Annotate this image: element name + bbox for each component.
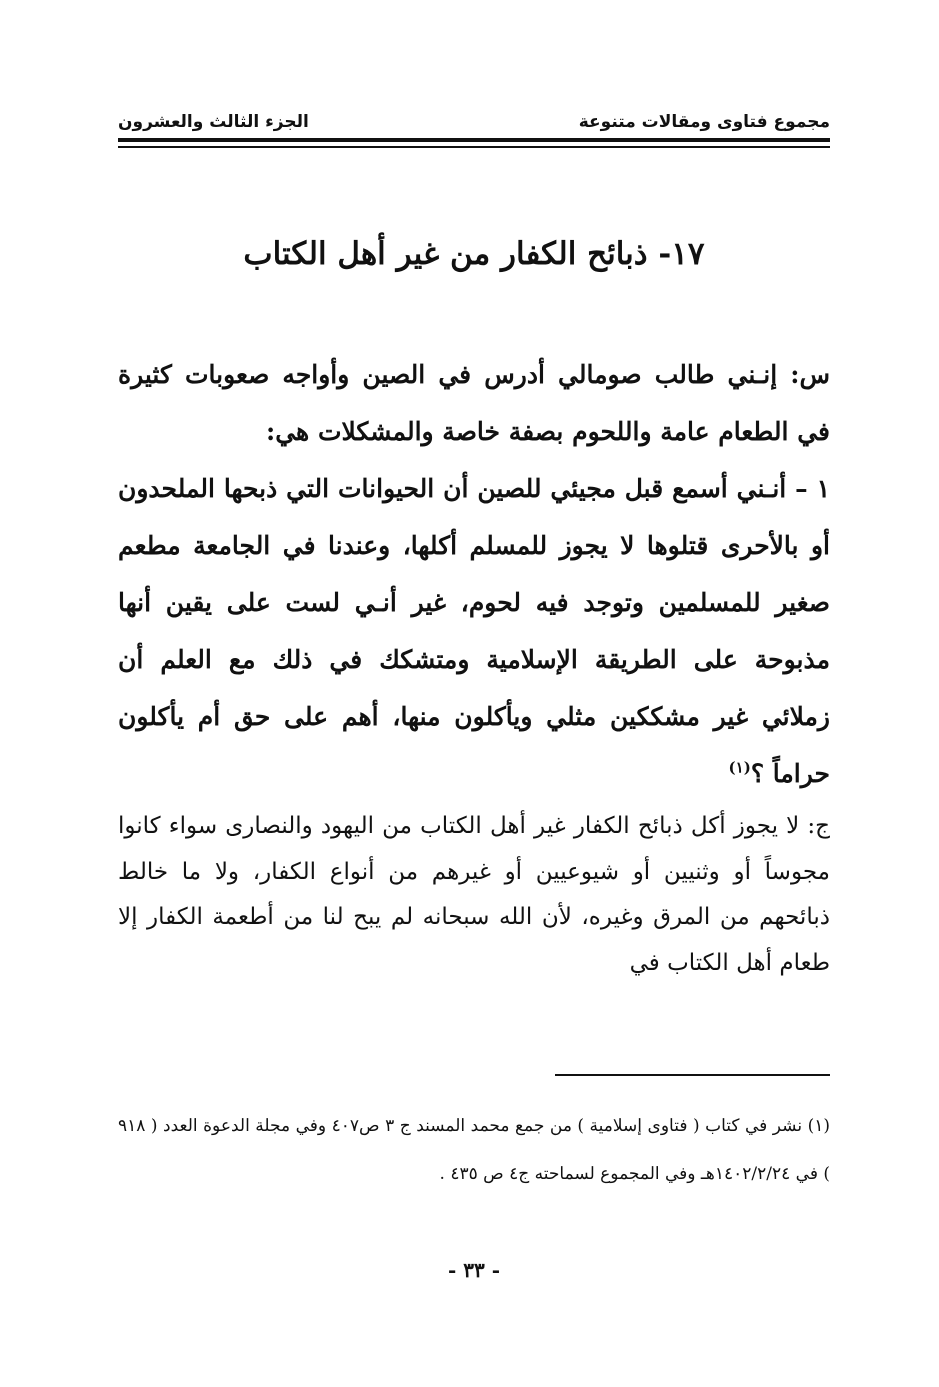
chapter-title: ١٧- ذبائح الكفار من غير أهل الكتاب xyxy=(243,236,705,272)
page-number: - ٣٣ - xyxy=(447,1258,500,1282)
footnote: (١) نشر في كتاب ( فتاوى إسلامية ) من جمع محمد المسند ج ٣ ص٤٠٧ وفي مجلة الدعوة العدد ( ٩١٨ ) في ١٤٠٢/٢/٢٤هـ وفي المجموع لسماحته ج٤ ص ٤٣٥ . xyxy=(118,1116,830,1184)
body-text xyxy=(118,346,830,986)
footnote-rule xyxy=(555,1074,830,1076)
question-point-1-text: ١ – أنـني أسمع قبل مجيئي للصين أن الحيوانات التي ذبحها الملحدون أو بالأحرى قتلوها لا يجوز للمسلم أكلها، وعندنا في الجامعة مطعم صغير للمسلمين وتوجد فيه لحوم، غير أنـي لست على يقين أنها مذبوحة على الطريقة الإسلامية ومتشكك في ذلك مع العلم أن زملائي غير مشككين مثلي ويأكلون منها، أهم على حق أم يأكلون حراماً ؟ xyxy=(118,474,831,788)
question-intro: س: إنـني طالب صومالي أدرس في الصين وأواجه صعوبات كثيرة في الطعام عامة واللحوم بصفة خاصة والمشكلات هي: xyxy=(118,360,830,446)
running-header xyxy=(118,98,830,132)
volume-label: الجزء الثالث والعشرون xyxy=(118,112,309,132)
book-title: مجموع فتاوى ومقالات متنوعة xyxy=(578,112,830,132)
footnote-reference: (١) xyxy=(728,758,751,777)
header-rule-thick xyxy=(118,138,830,142)
answer-text: ج: لا يجوز أكل ذبائح الكفار غير أهل الكتاب من اليهود والنصارى سواء كانوا مجوساً أو وثنيين أو شيوعيين أو غيرهم من أنواع الكفار، ولا ما خالط ذبائحهم من المرق وغيره، لأن الله سبحانه لم يبح لنا من أطعمة الكفار إلا طعام أهل الكتاب في xyxy=(118,813,830,976)
question-point-1 xyxy=(118,460,830,802)
header-rule-thin xyxy=(118,146,830,148)
